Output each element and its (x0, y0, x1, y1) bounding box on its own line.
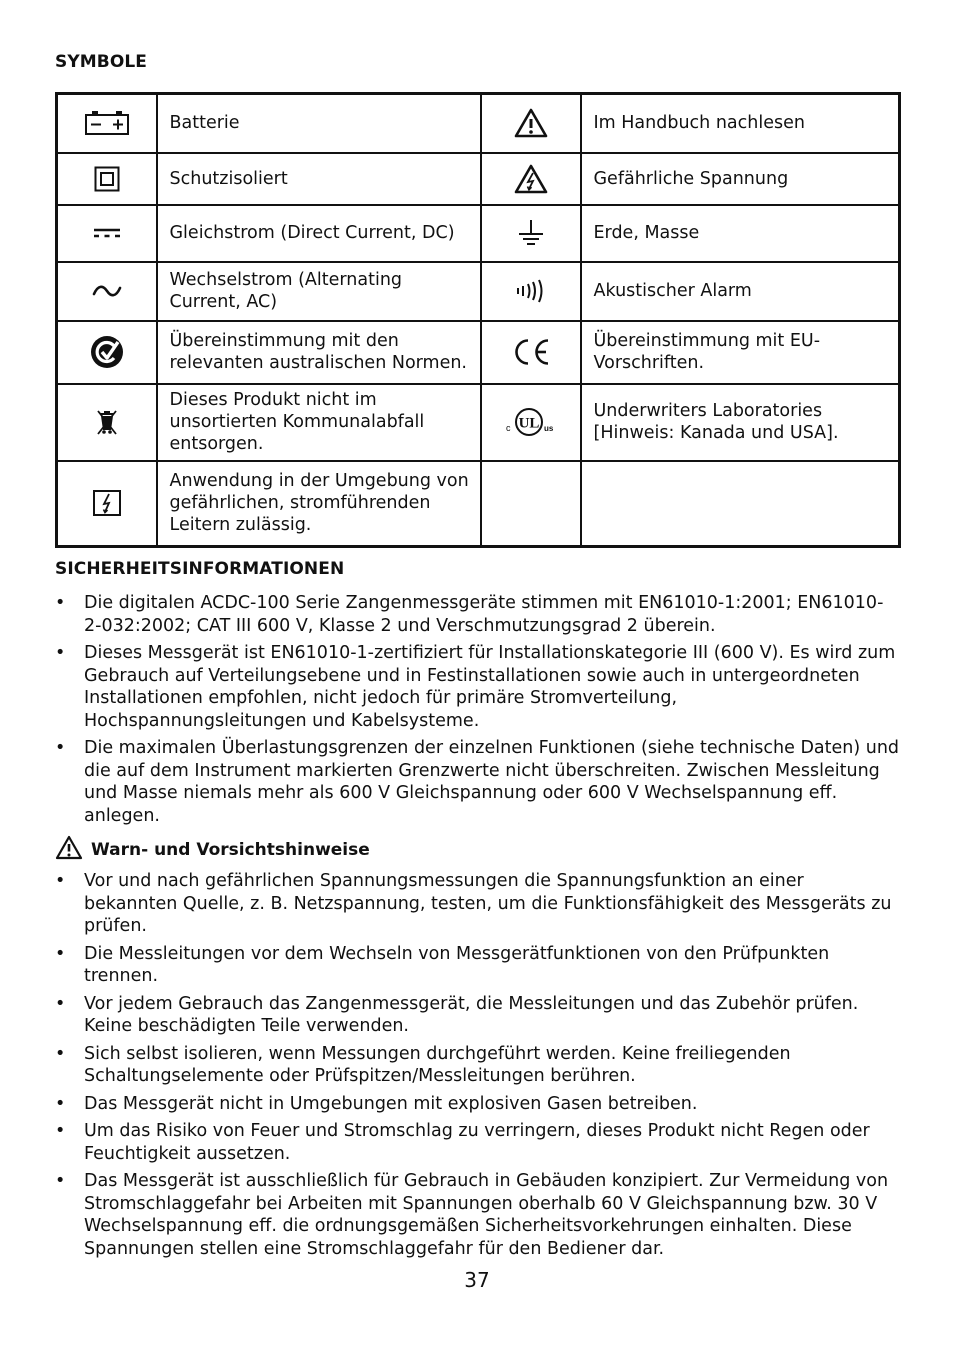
right-symbol-cell (481, 153, 581, 205)
weee-bin-icon (58, 408, 156, 436)
right-symbol-cell (481, 461, 581, 547)
warning-triangle-icon (482, 107, 580, 139)
symbols-table (55, 92, 901, 548)
right-symbol-description: Gefährliche Spannung (581, 153, 900, 205)
bullet-point: • (55, 643, 66, 663)
left-symbol-description: Anwendung in der Umgebung von gefährlichen, stromführenden Leitern zulässig. (157, 461, 481, 547)
right-symbol-description (581, 461, 900, 547)
safety-item-text: Die digitalen ACDC-100 Serie Zangenmessgeräte stimmen mit EN61010-1:2001; EN61010-2-032:2002; CAT III 600 V, Klasse 2 und Verschmutzungsgrad 2 überein. (84, 593, 884, 636)
left-symbol-description: Wechselstrom (Alternating Current, AC) (157, 262, 481, 321)
warning-item (55, 993, 900, 1038)
left-symbol-description: Schutzisoliert (157, 153, 481, 205)
safety-item-text: Dieses Messgerät ist EN61010-1-zertifiziert für Installationskategorie III (600 V). Es wird zum Gebrauch auf Verteilungsebene und in Festinstallationen sowie auch in untergeordneten Installationen empfohlen, nicht jedoch für primäre Stromverteilung, Hochspannungsleitungen und Kabelsysteme. (84, 643, 896, 731)
right-symbol-cell (481, 321, 581, 384)
live-conductor-icon (58, 489, 156, 517)
double-insulation-icon (58, 166, 156, 192)
warning-item-text: Sich selbst isolieren, wenn Messungen durchgeführt werden. Keine freiliegenden Schaltungselemente oder Prüfspitzen/Messleitungen berühren. (84, 1043, 791, 1086)
bullet-point: • (55, 1121, 66, 1141)
bullet-point: • (55, 1093, 66, 1114)
warning-item (55, 1120, 900, 1165)
warning-item-text: Vor jedem Gebrauch das Zangenmessgerät, die Messleitungen und das Zubehör prüfen. Keine beschädigten Teile verwenden. (84, 993, 859, 1036)
bullet-point: • (55, 993, 66, 1014)
bullet-point: • (55, 871, 66, 891)
audible-alarm-icon (482, 278, 580, 304)
right-symbol-cell (481, 262, 581, 321)
hazardous-voltage-icon (482, 163, 580, 195)
direct-current-icon (58, 226, 156, 240)
warning-item (55, 870, 900, 938)
safety-item-text: Die maximalen Überlastungsgrenzen der einzelnen Funktionen (siehe technische Daten) und die auf dem Instrument markierten Grenzwerte nicht überschreiten. Zwischen Messleitung und Masse niemals mehr als 600 V Gleichspannung oder 600 V Wechselspannung eff. anlegen. (84, 738, 900, 826)
alternating-current-icon (58, 283, 156, 299)
warnings-heading-text: Warn- und Vorsichtshinweise (91, 840, 370, 860)
right-symbol-description: Akustischer Alarm (581, 262, 900, 321)
ce-mark-icon (482, 337, 580, 367)
cul-us-c-label: c (505, 423, 510, 433)
safety-heading: SICHERHEITSINFORMATIONEN (55, 559, 345, 579)
symbols-heading: SYMBOLE (55, 52, 148, 72)
symbol-row (57, 384, 900, 461)
left-symbol-description: Gleichstrom (Direct Current, DC) (157, 205, 481, 262)
left-symbol-description: Dieses Produkt nicht im unsortierten Kommunalabfall entsorgen. (157, 384, 481, 461)
ground-icon (482, 218, 580, 248)
bullet-point: • (55, 593, 66, 613)
warnings-heading (55, 835, 370, 865)
left-symbol-description: Übereinstimmung mit den relevanten australischen Normen. (157, 321, 481, 384)
right-symbol-cell (481, 94, 581, 153)
symbol-row (57, 94, 900, 153)
warning-item-text: Das Messgerät nicht in Umgebungen mit explosiven Gasen betreiben. (84, 1093, 698, 1114)
warning-item (55, 1043, 900, 1088)
safety-item (55, 592, 900, 637)
warning-item-text: Das Messgerät ist ausschließlich für Gebrauch in Gebäuden konzipiert. Zur Vermeidung von Stromschlaggefahr bei Arbeiten mit Spannungen oberhalb 60 V Gleichspannung bzw. 30 V Wechselspannung eff. die ordnungsgemäßen Sicherheitsvorkehrungen einhalten. Diese Spannungen stellen eine Stromschlaggefahr für den Bediener dar. (84, 1171, 889, 1259)
symbol-row (57, 153, 900, 205)
battery-icon (58, 110, 156, 136)
warning-item (55, 943, 900, 988)
cul-us-us-label: us (543, 424, 553, 433)
safety-item (55, 737, 900, 827)
left-symbol-cell (57, 384, 157, 461)
bullet-point: • (55, 943, 66, 964)
left-symbol-cell (57, 153, 157, 205)
right-symbol-description: Übereinstimmung mit EU-Vorschriften. (581, 321, 900, 384)
bullet-point: • (55, 738, 66, 758)
warning-item-text: Vor und nach gefährlichen Spannungsmessungen die Spannungsfunktion an einer bekannten Quelle, z. B. Netzspannung, testen, um die Funktionsfähigkeit des Messgeräts zu prüfen. (84, 871, 892, 936)
bullet-point: • (55, 1171, 66, 1191)
left-symbol-cell (57, 461, 157, 547)
warning-item-text: Die Messleitungen vor dem Wechseln von Messgerätfunktionen von den Prüfpunkten trennen. (84, 943, 830, 986)
warning-triangle-icon (55, 835, 83, 865)
safety-item (55, 642, 900, 732)
right-symbol-description: Erde, Masse (581, 205, 900, 262)
page-number: 37 (464, 1268, 490, 1292)
warning-item (55, 1093, 900, 1116)
right-symbol-cell (481, 384, 581, 461)
left-symbol-cell (57, 205, 157, 262)
left-symbol-cell (57, 94, 157, 153)
cul-us-icon (482, 406, 580, 438)
warning-item-text: Um das Risiko von Feuer und Stromschlag zu verringern, dieses Produkt nicht Regen oder Feuchtigkeit aussetzen. (84, 1121, 870, 1164)
bullet-point: • (55, 1043, 66, 1064)
symbol-row (57, 461, 900, 547)
cul-us-ul-label: UL (518, 415, 539, 432)
left-symbol-cell (57, 321, 157, 384)
c-tick-icon (58, 334, 156, 370)
left-symbol-cell (57, 262, 157, 321)
symbol-row (57, 205, 900, 262)
right-symbol-description: Im Handbuch nachlesen (581, 94, 900, 153)
warning-item (55, 1170, 900, 1260)
symbol-row (57, 262, 900, 321)
right-symbol-cell (481, 205, 581, 262)
warning-list (55, 870, 900, 1265)
safety-list (55, 592, 900, 832)
symbol-row (57, 321, 900, 384)
left-symbol-description: Batterie (157, 94, 481, 153)
right-symbol-description: Underwriters Laboratories [Hinweis: Kanada und USA]. (581, 384, 900, 461)
